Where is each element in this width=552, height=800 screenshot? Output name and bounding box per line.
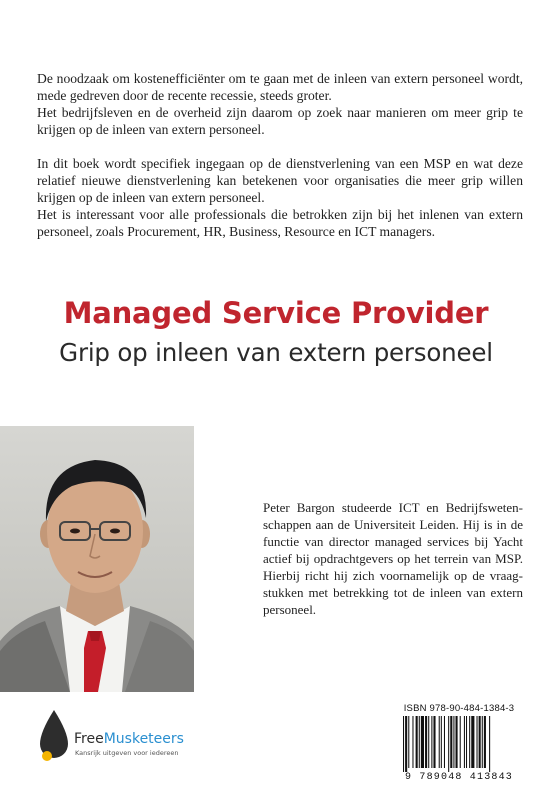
barcode-bar xyxy=(477,716,478,768)
barcode-bar xyxy=(460,716,461,768)
barcode-bar xyxy=(464,716,465,768)
barcode-bar xyxy=(441,716,442,768)
barcode-bar xyxy=(416,716,418,768)
barcode-bar xyxy=(425,716,427,768)
barcode-bar xyxy=(444,716,445,768)
barcode-bar xyxy=(421,716,424,768)
barcode-bar xyxy=(419,716,420,768)
barcode-bar xyxy=(484,716,486,768)
author-photo xyxy=(0,426,194,692)
barcode-bars xyxy=(399,716,519,772)
intro-paragraph-4: Het is interessant voor alle professionals die betrokken zijn bij het inlenen van extern personeel, zoals Procurement, HR, Business, Resource en ICT managers. xyxy=(37,207,523,239)
barcode-bar xyxy=(453,716,454,768)
paragraph-gap xyxy=(37,138,523,155)
author-bio xyxy=(263,499,523,618)
back-cover-intro xyxy=(37,70,523,240)
barcode-bar xyxy=(428,716,429,768)
barcode-bar xyxy=(408,716,409,768)
isbn-barcode xyxy=(395,703,523,785)
barcode-bar xyxy=(403,716,404,772)
barcode-bar xyxy=(439,716,440,768)
author-bio-text: Peter Bargon studeerde ICT en Bedrijfswetenschappen aan de Universiteit Leiden. Hij is in de functie van director managed services bij Yacht actief bij opdrachtgevers op het terrein van MSP. Hierbij richt hij zich voornamelijk op de vraagstukken met betrekking tot de inleen van extern personeel. xyxy=(263,500,523,617)
barcode-bar xyxy=(431,716,432,768)
barcode-bar xyxy=(405,716,407,772)
barcode-bar xyxy=(482,716,483,768)
intro-paragraph-3: In dit boek wordt specifiek ingegaan op de dienstverlening van een MSP en wat deze relatief nieuwe dienstverlening kan betekenen voor organisaties die meer grip willen krijgen op de inleen van extern personeel. xyxy=(37,156,523,205)
barcode-bar xyxy=(469,716,470,768)
intro-paragraph-1: De noodzaak om kostenefficiënter om te gaan met de inleen van extern personeel wordt, mede gedreven door de recente recessie, steeds groter. xyxy=(37,71,523,103)
intro-paragraph-2: Het bedrijfsleven en de overheid zijn daarom op zoek naar manieren om meer grip te krijgen op de inleen van extern personeel. xyxy=(37,105,523,137)
publisher-tagline: Kansrijk uitgeven voor iedereen xyxy=(75,749,179,757)
barcode-bar xyxy=(471,716,474,768)
barcode-bar xyxy=(450,716,452,768)
author-portrait-illustration xyxy=(0,426,194,692)
publisher-name xyxy=(74,731,184,747)
publisher-name-free: Free xyxy=(74,731,104,747)
isbn-label: ISBN 978-90-484-1384-3 xyxy=(403,703,515,714)
barcode-bar xyxy=(448,716,449,772)
publisher-drop-icon xyxy=(36,706,76,766)
barcode-bar xyxy=(489,716,490,772)
barcode-bar xyxy=(479,716,481,768)
barcode-bar xyxy=(456,716,458,768)
book-title: Managed Service Provider xyxy=(63,296,489,330)
publisher-logo xyxy=(36,706,184,768)
barcode-bar xyxy=(466,716,467,768)
barcode-digits: 9 789048 413843 xyxy=(404,772,513,783)
book-subtitle: Grip op inleen van extern personeel xyxy=(59,338,493,367)
barcode-bar xyxy=(412,716,413,768)
barcode-bar xyxy=(433,716,435,768)
publisher-name-musketeers: Musketeers xyxy=(103,731,184,747)
